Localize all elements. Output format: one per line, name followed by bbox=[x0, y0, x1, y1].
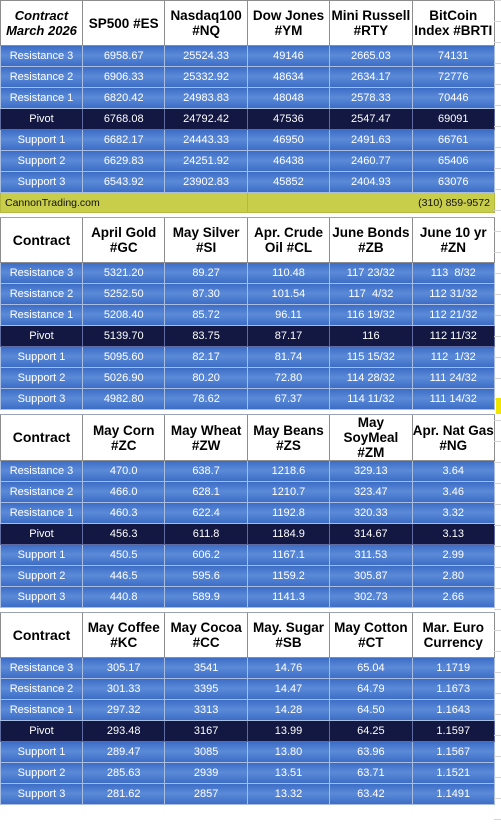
instrument-header-cell: May Cocoa #CC bbox=[165, 613, 247, 658]
level-value-cell: 67.37 bbox=[247, 389, 329, 410]
row-label-cell: Support 3 bbox=[1, 784, 83, 805]
pivot-row bbox=[1, 109, 495, 130]
level-value-cell: 117 4/32 bbox=[330, 284, 412, 305]
level-value-cell: 45852 bbox=[247, 172, 329, 193]
level-value-cell: 2857 bbox=[165, 784, 247, 805]
level-row bbox=[1, 172, 495, 193]
level-value-cell: 1.1597 bbox=[412, 721, 494, 742]
instrument-header-cell: June Bonds #ZB bbox=[330, 218, 412, 263]
level-value-cell: 323.47 bbox=[330, 482, 412, 503]
level-value-cell: 46438 bbox=[247, 151, 329, 172]
level-value-cell: 460.3 bbox=[83, 503, 165, 524]
level-value-cell: 113 8/32 bbox=[412, 263, 494, 284]
level-row bbox=[1, 482, 495, 503]
level-value-cell: 1192.8 bbox=[247, 503, 329, 524]
level-value-cell: 14.76 bbox=[247, 658, 329, 679]
level-row bbox=[1, 742, 495, 763]
instrument-header-cell: June 10 yr #ZN bbox=[412, 218, 494, 263]
instrument-header-cell: Mar. Euro Currency bbox=[412, 613, 494, 658]
level-value-cell: 6768.08 bbox=[83, 109, 165, 130]
level-value-cell: 112 31/32 bbox=[412, 284, 494, 305]
level-row bbox=[1, 700, 495, 721]
instrument-header-cell: Apr. Crude Oil #CL bbox=[247, 218, 329, 263]
level-value-cell: 446.5 bbox=[83, 566, 165, 587]
level-value-cell: 65.04 bbox=[330, 658, 412, 679]
level-value-cell: 69091 bbox=[412, 109, 494, 130]
instrument-header-cell: Dow Jones #YM bbox=[247, 1, 329, 46]
level-value-cell: 302.73 bbox=[330, 587, 412, 608]
pivot-row bbox=[1, 524, 495, 545]
level-value-cell: 1159.2 bbox=[247, 566, 329, 587]
contract-label-cell: Contract March 2026 bbox=[1, 1, 83, 46]
level-row bbox=[1, 263, 495, 284]
level-value-cell: 2491.63 bbox=[330, 130, 412, 151]
contract-label-cell: Contract bbox=[1, 613, 83, 658]
level-value-cell: 87.30 bbox=[165, 284, 247, 305]
level-row bbox=[1, 347, 495, 368]
instrument-header-cell: BitCoin Index #BRTI bbox=[412, 1, 494, 46]
level-value-cell: 112 11/32 bbox=[412, 326, 494, 347]
level-value-cell: 2.80 bbox=[412, 566, 494, 587]
level-value-cell: 110.48 bbox=[247, 263, 329, 284]
level-value-cell: 111 24/32 bbox=[412, 368, 494, 389]
row-label-cell: Support 2 bbox=[1, 368, 83, 389]
level-value-cell: 622.4 bbox=[165, 503, 247, 524]
level-value-cell: 3.64 bbox=[412, 461, 494, 482]
instrument-header-cell: May Silver #SI bbox=[165, 218, 247, 263]
level-value-cell: 3395 bbox=[165, 679, 247, 700]
level-value-cell: 13.32 bbox=[247, 784, 329, 805]
level-value-cell: 5026.90 bbox=[83, 368, 165, 389]
level-value-cell: 24443.33 bbox=[165, 130, 247, 151]
level-value-cell: 78.62 bbox=[165, 389, 247, 410]
row-label-cell: Resistance 1 bbox=[1, 305, 83, 326]
row-label-cell: Pivot bbox=[1, 109, 83, 130]
pivot-row bbox=[1, 721, 495, 742]
row-label-cell: Resistance 3 bbox=[1, 263, 83, 284]
level-value-cell: 1.1719 bbox=[412, 658, 494, 679]
row-label-cell: Resistance 3 bbox=[1, 461, 83, 482]
row-label-cell: Pivot bbox=[1, 524, 83, 545]
level-row bbox=[1, 284, 495, 305]
level-value-cell: 83.75 bbox=[165, 326, 247, 347]
level-value-cell: 5321.20 bbox=[83, 263, 165, 284]
row-label-cell: Support 3 bbox=[1, 389, 83, 410]
instrument-header-cell: May Corn #ZC bbox=[83, 415, 165, 461]
level-value-cell: 314.67 bbox=[330, 524, 412, 545]
website-text: CannonTrading.com bbox=[1, 193, 248, 213]
level-value-cell: 3.13 bbox=[412, 524, 494, 545]
row-label-cell: Pivot bbox=[1, 721, 83, 742]
instrument-header-cell: April Gold #GC bbox=[83, 218, 165, 263]
level-row bbox=[1, 763, 495, 784]
level-value-cell: 25332.92 bbox=[165, 67, 247, 88]
level-value-cell: 2665.03 bbox=[330, 46, 412, 67]
row-label-cell: Resistance 2 bbox=[1, 67, 83, 88]
level-value-cell: 85.72 bbox=[165, 305, 247, 326]
level-value-cell: 6629.83 bbox=[83, 151, 165, 172]
level-value-cell: 48048 bbox=[247, 88, 329, 109]
row-label-cell: Support 1 bbox=[1, 545, 83, 566]
level-value-cell: 3085 bbox=[165, 742, 247, 763]
level-value-cell: 101.54 bbox=[247, 284, 329, 305]
level-value-cell: 628.1 bbox=[165, 482, 247, 503]
row-label-cell: Resistance 1 bbox=[1, 503, 83, 524]
level-value-cell: 5208.40 bbox=[83, 305, 165, 326]
level-value-cell: 6543.92 bbox=[83, 172, 165, 193]
row-label-cell: Support 3 bbox=[1, 587, 83, 608]
level-value-cell: 63.42 bbox=[330, 784, 412, 805]
level-row bbox=[1, 461, 495, 482]
row-label-cell: Resistance 1 bbox=[1, 88, 83, 109]
level-value-cell: 25524.33 bbox=[165, 46, 247, 67]
level-value-cell: 112 1/32 bbox=[412, 347, 494, 368]
phone-text: (310) 859-9572 bbox=[247, 193, 494, 213]
instrument-header-cell: Mini Russell #RTY bbox=[330, 1, 412, 46]
level-value-cell: 70446 bbox=[412, 88, 494, 109]
level-value-cell: 466.0 bbox=[83, 482, 165, 503]
level-value-cell: 3.32 bbox=[412, 503, 494, 524]
level-value-cell: 3167 bbox=[165, 721, 247, 742]
instrument-header-cell: May Coffee #KC bbox=[83, 613, 165, 658]
level-value-cell: 64.79 bbox=[330, 679, 412, 700]
level-value-cell: 285.63 bbox=[83, 763, 165, 784]
level-value-cell: 6958.67 bbox=[83, 46, 165, 67]
level-value-cell: 450.5 bbox=[83, 545, 165, 566]
level-value-cell: 114 28/32 bbox=[330, 368, 412, 389]
level-row bbox=[1, 545, 495, 566]
level-value-cell: 1.1491 bbox=[412, 784, 494, 805]
level-value-cell: 297.32 bbox=[83, 700, 165, 721]
row-label-cell: Resistance 2 bbox=[1, 482, 83, 503]
level-row bbox=[1, 46, 495, 67]
contact-info-row bbox=[1, 193, 495, 213]
level-value-cell: 96.11 bbox=[247, 305, 329, 326]
level-value-cell: 1218.6 bbox=[247, 461, 329, 482]
level-value-cell: 293.48 bbox=[83, 721, 165, 742]
level-value-cell: 281.62 bbox=[83, 784, 165, 805]
level-value-cell: 611.8 bbox=[165, 524, 247, 545]
instrument-header-cell: Nasdaq100 #NQ bbox=[165, 1, 247, 46]
level-value-cell: 5095.60 bbox=[83, 347, 165, 368]
level-value-cell: 116 bbox=[330, 326, 412, 347]
level-value-cell: 606.2 bbox=[165, 545, 247, 566]
level-value-cell: 24792.42 bbox=[165, 109, 247, 130]
level-value-cell: 289.47 bbox=[83, 742, 165, 763]
level-value-cell: 80.20 bbox=[165, 368, 247, 389]
level-value-cell: 470.0 bbox=[83, 461, 165, 482]
instrument-header-cell: May SoyMeal #ZM bbox=[330, 415, 412, 461]
level-value-cell: 301.33 bbox=[83, 679, 165, 700]
level-value-cell: 1141.3 bbox=[247, 587, 329, 608]
level-row bbox=[1, 67, 495, 88]
level-value-cell: 2939 bbox=[165, 763, 247, 784]
level-value-cell: 112 21/32 bbox=[412, 305, 494, 326]
section-header-row bbox=[1, 218, 495, 263]
level-row bbox=[1, 784, 495, 805]
level-value-cell: 48634 bbox=[247, 67, 329, 88]
level-value-cell: 638.7 bbox=[165, 461, 247, 482]
level-value-cell: 1.1521 bbox=[412, 763, 494, 784]
instrument-header-cell: Apr. Nat Gas #NG bbox=[412, 415, 494, 461]
level-value-cell: 65406 bbox=[412, 151, 494, 172]
level-row bbox=[1, 305, 495, 326]
level-value-cell: 1210.7 bbox=[247, 482, 329, 503]
level-value-cell: 1.1567 bbox=[412, 742, 494, 763]
level-value-cell: 2404.93 bbox=[330, 172, 412, 193]
level-row bbox=[1, 566, 495, 587]
section-header-row bbox=[1, 1, 495, 46]
instrument-header-cell: May Wheat #ZW bbox=[165, 415, 247, 461]
level-value-cell: 3313 bbox=[165, 700, 247, 721]
instrument-header-cell: May Beans #ZS bbox=[247, 415, 329, 461]
level-value-cell: 117 23/32 bbox=[330, 263, 412, 284]
level-value-cell: 440.8 bbox=[83, 587, 165, 608]
level-value-cell: 3541 bbox=[165, 658, 247, 679]
level-row bbox=[1, 389, 495, 410]
level-value-cell: 115 15/32 bbox=[330, 347, 412, 368]
level-value-cell: 5139.70 bbox=[83, 326, 165, 347]
pivot-row bbox=[1, 326, 495, 347]
row-label-cell: Resistance 1 bbox=[1, 700, 83, 721]
level-value-cell: 13.80 bbox=[247, 742, 329, 763]
section-header-row bbox=[1, 613, 495, 658]
row-label-cell: Support 2 bbox=[1, 566, 83, 587]
level-value-cell: 72776 bbox=[412, 67, 494, 88]
level-value-cell: 74131 bbox=[412, 46, 494, 67]
level-value-cell: 2.99 bbox=[412, 545, 494, 566]
level-value-cell: 5252.50 bbox=[83, 284, 165, 305]
level-value-cell: 24983.83 bbox=[165, 88, 247, 109]
level-value-cell: 6820.42 bbox=[83, 88, 165, 109]
contract-label-cell: Contract bbox=[1, 218, 83, 263]
row-label-cell: Support 1 bbox=[1, 130, 83, 151]
level-value-cell: 63.71 bbox=[330, 763, 412, 784]
level-value-cell: 66761 bbox=[412, 130, 494, 151]
contract-label-cell: Contract bbox=[1, 415, 83, 461]
level-value-cell: 49146 bbox=[247, 46, 329, 67]
row-label-cell: Resistance 2 bbox=[1, 284, 83, 305]
row-label-cell: Support 1 bbox=[1, 347, 83, 368]
row-label-cell: Resistance 2 bbox=[1, 679, 83, 700]
level-value-cell: 1167.1 bbox=[247, 545, 329, 566]
level-row bbox=[1, 368, 495, 389]
row-label-cell: Resistance 3 bbox=[1, 46, 83, 67]
level-value-cell: 72.80 bbox=[247, 368, 329, 389]
row-label-cell: Pivot bbox=[1, 326, 83, 347]
level-row bbox=[1, 130, 495, 151]
level-value-cell: 87.17 bbox=[247, 326, 329, 347]
level-value-cell: 23902.83 bbox=[165, 172, 247, 193]
instrument-header-cell: May. Sugar #SB bbox=[247, 613, 329, 658]
level-value-cell: 24251.92 bbox=[165, 151, 247, 172]
level-value-cell: 4982.80 bbox=[83, 389, 165, 410]
level-value-cell: 81.74 bbox=[247, 347, 329, 368]
level-value-cell: 14.47 bbox=[247, 679, 329, 700]
spreadsheet-gridlines bbox=[494, 0, 501, 830]
level-row bbox=[1, 88, 495, 109]
level-value-cell: 1184.9 bbox=[247, 524, 329, 545]
level-value-cell: 2634.17 bbox=[330, 67, 412, 88]
level-value-cell: 2460.77 bbox=[330, 151, 412, 172]
level-row bbox=[1, 503, 495, 524]
level-value-cell: 111 14/32 bbox=[412, 389, 494, 410]
level-value-cell: 305.87 bbox=[330, 566, 412, 587]
level-value-cell: 114 11/32 bbox=[330, 389, 412, 410]
level-value-cell: 456.3 bbox=[83, 524, 165, 545]
level-value-cell: 47536 bbox=[247, 109, 329, 130]
level-value-cell: 64.25 bbox=[330, 721, 412, 742]
row-label-cell: Support 2 bbox=[1, 151, 83, 172]
level-value-cell: 1.1673 bbox=[412, 679, 494, 700]
level-value-cell: 595.6 bbox=[165, 566, 247, 587]
instrument-header-cell: SP500 #ES bbox=[83, 1, 165, 46]
level-value-cell: 2.66 bbox=[412, 587, 494, 608]
level-row bbox=[1, 679, 495, 700]
level-value-cell: 82.17 bbox=[165, 347, 247, 368]
level-value-cell: 63.96 bbox=[330, 742, 412, 763]
level-value-cell: 46950 bbox=[247, 130, 329, 151]
level-value-cell: 311.53 bbox=[330, 545, 412, 566]
level-row bbox=[1, 587, 495, 608]
section-header-row bbox=[1, 415, 495, 461]
level-row bbox=[1, 151, 495, 172]
level-value-cell: 64.50 bbox=[330, 700, 412, 721]
instrument-header-cell: May Cotton #CT bbox=[330, 613, 412, 658]
level-value-cell: 116 19/32 bbox=[330, 305, 412, 326]
level-value-cell: 3.46 bbox=[412, 482, 494, 503]
row-label-cell: Support 3 bbox=[1, 172, 83, 193]
cell-highlight-mark bbox=[496, 398, 501, 414]
level-row bbox=[1, 658, 495, 679]
level-value-cell: 2547.47 bbox=[330, 109, 412, 130]
level-value-cell: 589.9 bbox=[165, 587, 247, 608]
level-value-cell: 2578.33 bbox=[330, 88, 412, 109]
level-value-cell: 6682.17 bbox=[83, 130, 165, 151]
row-label-cell: Support 1 bbox=[1, 742, 83, 763]
row-label-cell: Resistance 3 bbox=[1, 658, 83, 679]
level-value-cell: 1.1643 bbox=[412, 700, 494, 721]
level-value-cell: 6906.33 bbox=[83, 67, 165, 88]
level-value-cell: 13.51 bbox=[247, 763, 329, 784]
level-value-cell: 63076 bbox=[412, 172, 494, 193]
level-value-cell: 305.17 bbox=[83, 658, 165, 679]
level-value-cell: 13.99 bbox=[247, 721, 329, 742]
level-value-cell: 320.33 bbox=[330, 503, 412, 524]
level-value-cell: 329.13 bbox=[330, 461, 412, 482]
level-value-cell: 14.28 bbox=[247, 700, 329, 721]
level-value-cell: 89.27 bbox=[165, 263, 247, 284]
row-label-cell: Support 2 bbox=[1, 763, 83, 784]
